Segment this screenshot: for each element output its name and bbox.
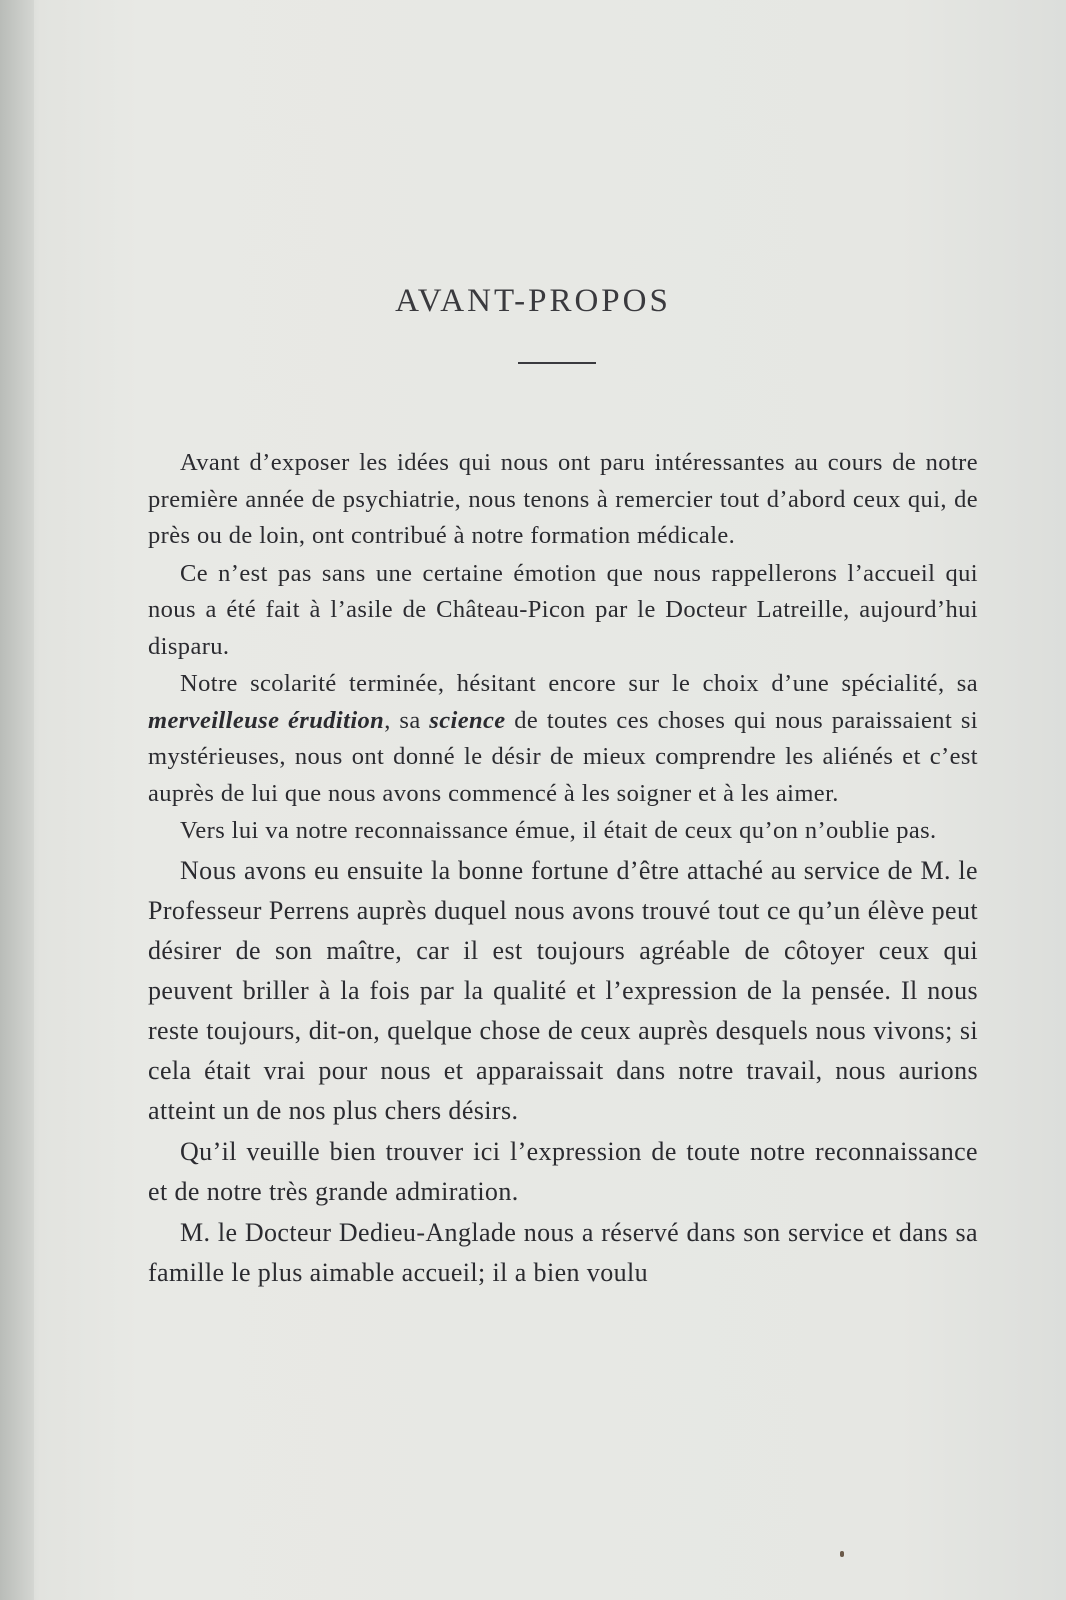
paragraph-text: Notre scolarité terminée, hésitant encore sur le choix d’une spécialité, sa (180, 670, 978, 697)
paragraph (148, 666, 978, 812)
paragraph (148, 445, 978, 555)
paragraph (148, 556, 978, 666)
paragraph-text: M. le Docteur Dedieu-Anglade nous a réservé dans son service et dans sa famille le plus aimable accueil; il a bien voulu (148, 1217, 978, 1287)
book-gutter (0, 0, 34, 1600)
emphasized-text: science (429, 706, 506, 734)
paragraph-text: Avant d’exposer les idées qui nous ont paru intéressantes au cours de notre première année de psychiatrie, nous tenons à remercier tout d’abord ceux qui, de près ou de loin, ont contribué à notre formation médicale. (148, 449, 978, 549)
paragraph-text: , sa (384, 706, 430, 734)
paragraph (148, 813, 978, 850)
emphasized-text: merveilleuse érudition (148, 706, 385, 734)
title-rule (518, 362, 596, 364)
paragraph (148, 1132, 978, 1212)
paragraph-text: Qu’il veuille bien trouver ici l’expression de toute notre reconnaissance et de notre très grande admiration. (148, 1136, 978, 1206)
body-text (148, 445, 978, 1294)
paragraph (148, 851, 978, 1131)
paper-speck (840, 1551, 844, 1557)
paragraph (148, 1213, 978, 1293)
paragraph-text: Nous avons eu ensuite la bonne fortune d’être attaché au service de M. le Professeur Perrens auprès duquel nous avons trouvé tout ce qu’un élève peut désirer de son maître, car il est toujours agréable de côtoyer ceux qui peuvent briller à la fois par la qualité et l’expression de la pensée. Il nous reste toujours, dit-on, quelque chose de ceux auprès desquels nous vivons; si cela était vrai pour nous et apparaissait dans notre travail, nous aurions atteint un de nos plus chers désirs. (148, 855, 978, 1125)
paragraph-text: Ce n’est pas sans une certaine émotion que nous rappellerons l’accueil qui nous a été fait à l’asile de Château-Picon par le Docteur Latreille, aujourd’hui disparu. (148, 559, 978, 660)
page-title: AVANT-PROPOS (395, 283, 671, 319)
paragraph-text: Vers lui va notre reconnaissance émue, il était de ceux qu’on n’oublie pas. (180, 817, 937, 844)
paragraph-text: de toutes ces choses qui nous paraissaient si mystérieuses, nous ont donné le désir de mieux comprendre les aliénés et c’est auprès de lui que nous avons commencé à les soigner et à les aimer. (148, 706, 978, 807)
